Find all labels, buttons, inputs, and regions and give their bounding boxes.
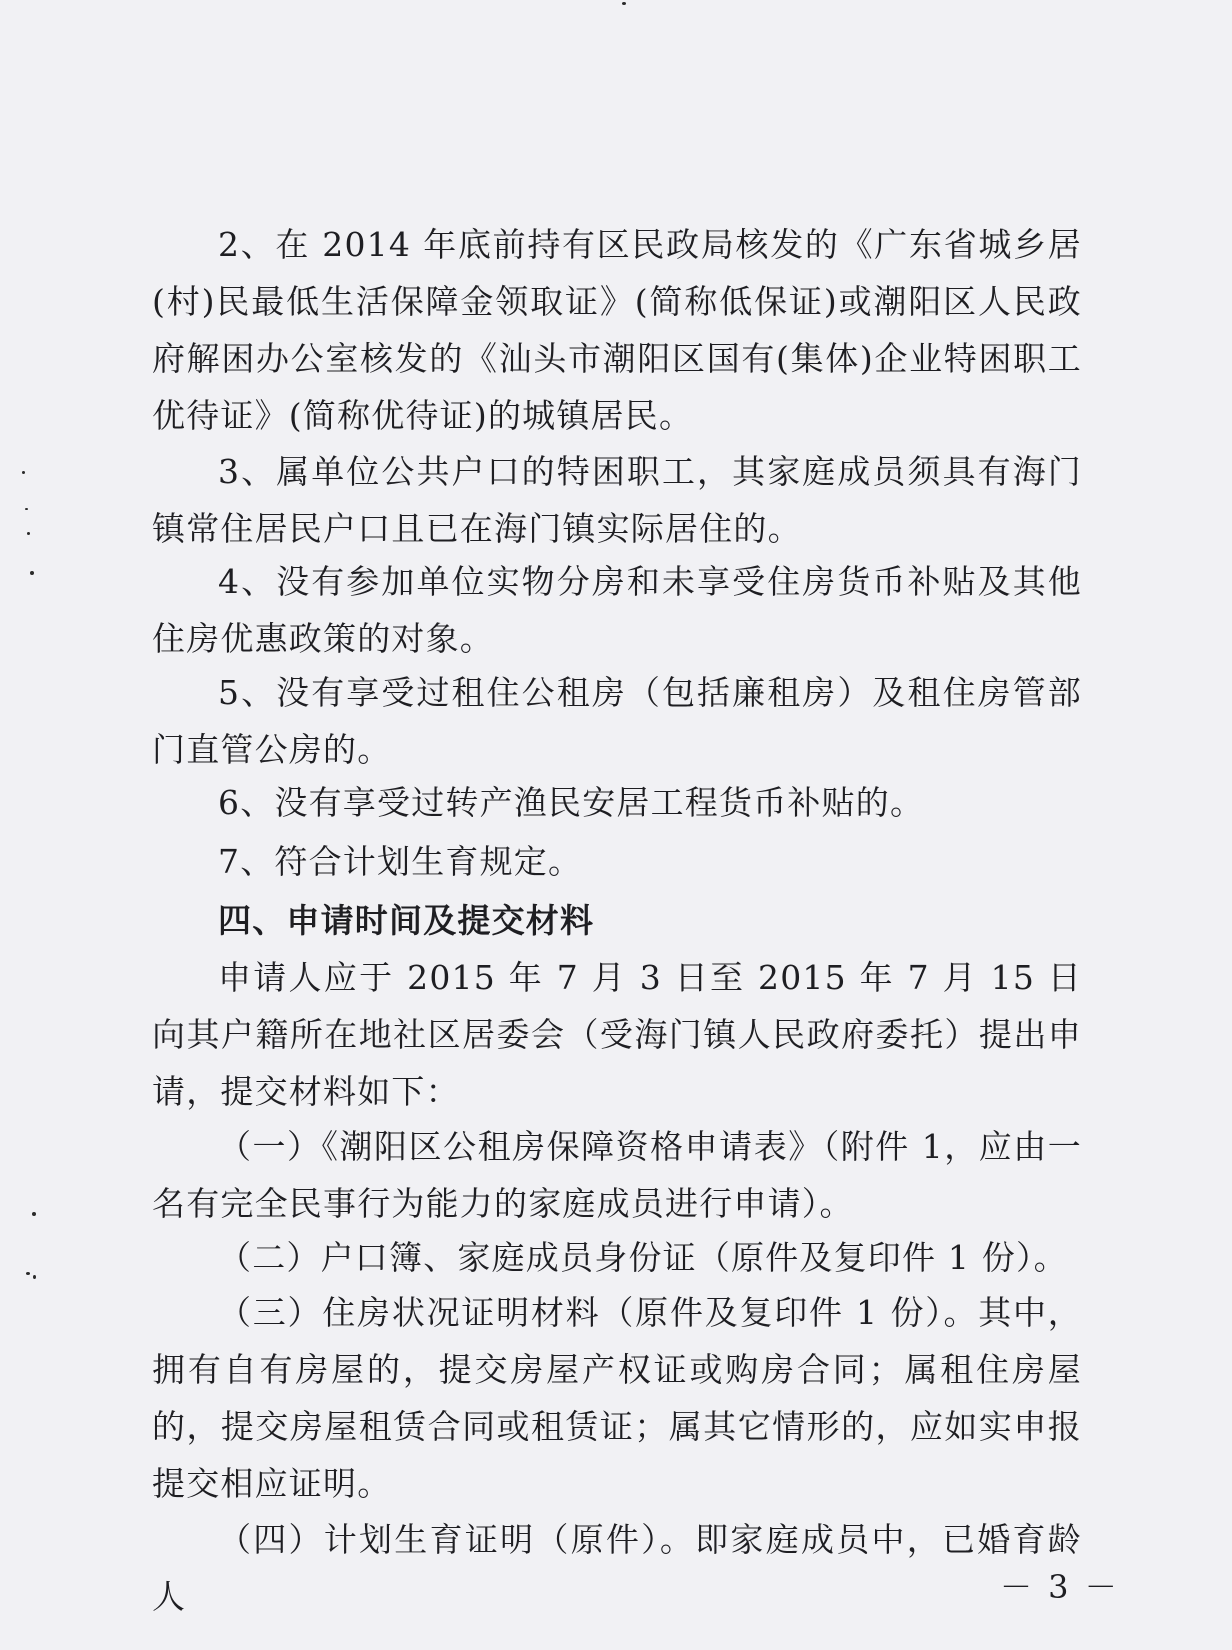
- paragraph-item-4: 4、没有参加单位实物分房和未享受住房货币补贴及其他住房优惠政策的对象。: [152, 562, 1082, 658]
- paragraph-item-7: 7、符合计划生育规定。: [218, 842, 583, 881]
- section-heading: 四、申请时间及提交材料: [218, 901, 595, 940]
- paragraph-application-time: 申请人应于 2015 年 7 月 3 日至 2015 年 7 月 15 日向其户籍所在地社区居委会（受海门镇人民政府委托）提出申请，提交材料如下：: [152, 958, 1082, 1111]
- scan-speck: [32, 1212, 36, 1216]
- scan-speck: [26, 1272, 30, 1275]
- scan-speck: [25, 508, 28, 510]
- paragraph-material-1: （一）《潮阳区公租房保障资格申请表》（附件 1，应由一名有完全民事行为能力的家庭成员进行申请）。: [152, 1127, 1082, 1223]
- paragraph-material-2: （二）户口簿、家庭成员身份证（原件及复印件 1 份）。: [218, 1238, 1068, 1277]
- paragraph-item-6: 6、没有享受过转产渔民安居工程货币补贴的。: [218, 783, 925, 822]
- scan-speck: [27, 532, 30, 535]
- scan-speck: [622, 2, 626, 5]
- paragraph-item-5: 5、没有享受过租住公租房（包括廉租房）及租住房管部门直管公房的。: [152, 673, 1082, 769]
- page-number: － 3 －: [1000, 1568, 1120, 1606]
- paragraph-material-4: （四）计划生育证明（原件）。即家庭成员中，已婚育龄人: [152, 1520, 1082, 1616]
- scan-speck: [30, 571, 34, 575]
- paragraph-item-3: 3、属单位公共户口的特困职工，其家庭成员须具有海门镇常住居民户口且已在海门镇实际居住的。: [152, 452, 1082, 548]
- paragraph-item-2: 2、在 2014 年底前持有区民政局核发的《广东省城乡居(村)民最低生活保障金领取证》(简称低保证)或潮阳区人民政府解困办公室核发的《汕头市潮阳区国有(集体)企业特困职工优待证》(简称优待证)的城镇居民。: [152, 225, 1082, 435]
- scan-speck: [33, 1275, 36, 1279]
- paragraph-material-3: （三）住房状况证明材料（原件及复印件 1 份）。其中，拥有自有房屋的，提交房屋产权证或购房合同；属租住房屋的，提交房屋租赁合同或租赁证；属其它情形的，应如实申报提交相应证明。: [152, 1293, 1082, 1503]
- scan-speck: [22, 471, 25, 474]
